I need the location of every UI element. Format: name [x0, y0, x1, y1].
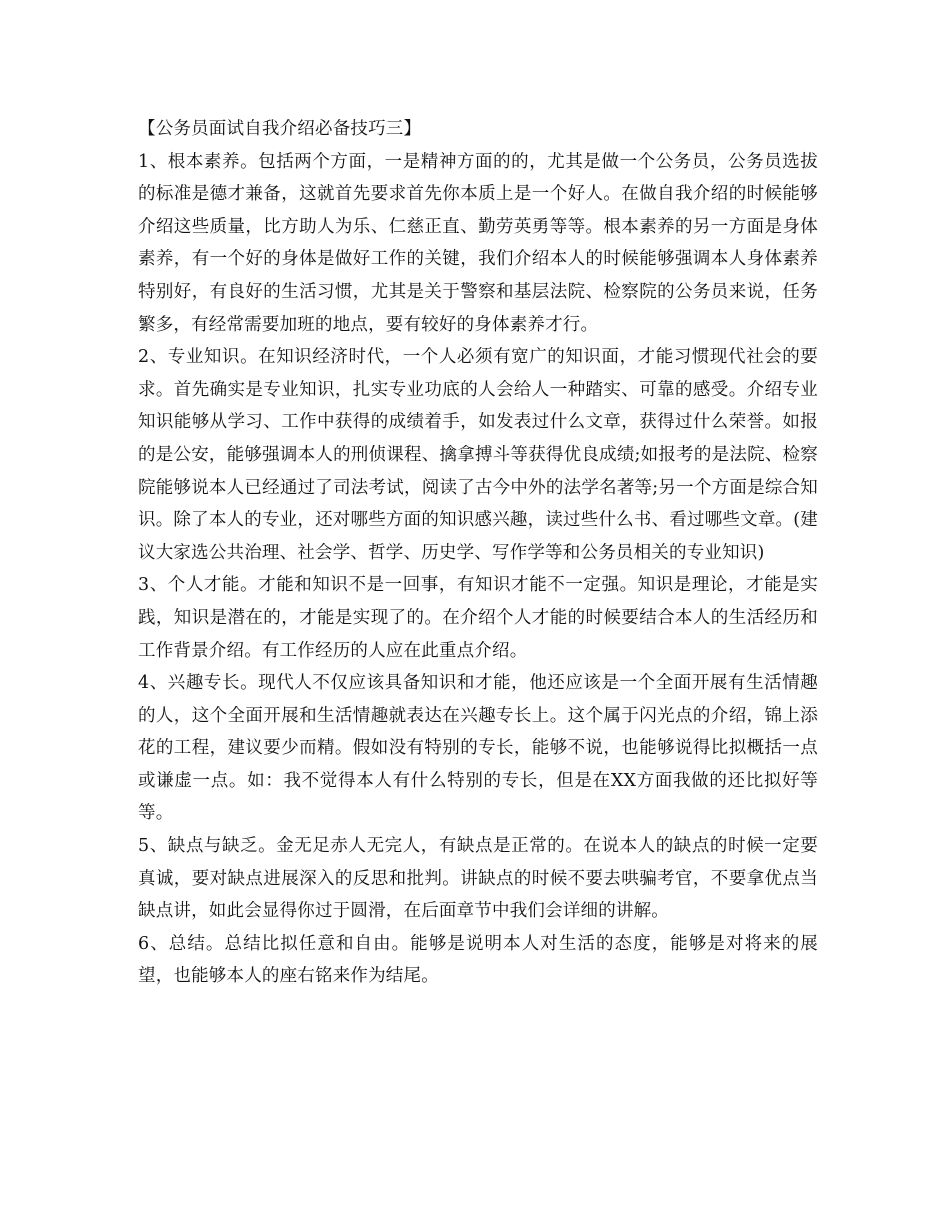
paragraph-summary: 6、总结。总结比拟任意和自由。能够是说明本人对生活的态度，能够是对将来的展望，也能够本人的座右铭来作为结尾。 [138, 933, 818, 987]
document-body [138, 113, 818, 993]
paragraph-shortcomings: 5、缺点与缺乏。金无足赤人无完人，有缺点是正常的。在说本人的缺点的时候一定要真诚，要对缺点进展深入的反思和批判。讲缺点的时候不要去哄骗考官，不要拿优点当缺点讲，如此会显得你过于圆滑，在后面章节中我们会详细的讲解。 [138, 836, 818, 922]
paragraph-interests-specialties: 4、兴趣专长。现代人不仅应该具备知识和才能，他还应该是一个全面开展有生活情趣的人，这个全面开展和生活情趣就表达在兴趣专长上。这个属于闪光点的介绍，锦上添花的工程，建议要少而精。假如没有特别的专长，能够不说，也能够说得比拟概括一点或谦虚一点。如：我不觉得本人有什么特别的专长，但是在XX方面我做的还比拟好等等。 [138, 673, 818, 824]
paragraph-basic-quality: 1、根本素养。包括两个方面，一是精神方面的的，尤其是做一个公务员，公务员选拔的标准是德才兼备，这就首先要求首先你本质上是一个好人。在做自我介绍的时候能够介绍这些质量，比方助人为乐、仁慈正直、勤劳英勇等等。根本素养的另一方面是身体素养，有一个好的身体是做好工作的关键，我们介绍本人的时候能够强调本人身体素养特别好，有良好的生活习惯，尤其是关于警察和基层法院、检察院的公务员来说，任务繁多，有经常需要加班的地点，要有较好的身体素养才行。 [138, 151, 818, 335]
document-title: 【公务员面试自我介绍必备技巧三】 [138, 119, 422, 139]
paragraph-personal-ability: 3、个人才能。才能和知识不是一回事，有知识才能不一定强。知识是理论，才能是实践，知识是潜在的，才能是实现了的。在介绍个人才能的时候要结合本人的生活经历和工作背景介绍。有工作经历的人应在此重点介绍。 [138, 575, 818, 661]
paragraph-professional-knowledge: 2、专业知识。在知识经济时代，一个人必须有宽广的知识面，才能习惯现代社会的要求。首先确实是专业知识，扎实专业功底的人会给人一种踏实、可靠的感受。介绍专业知识能够从学习、工作中获得的成绩着手，如发表过什么文章，获得过什么荣誉。如报的是公安，能够强调本人的刑侦课程、擒拿搏斗等获得优良成绩;如报考的是法院、检察院能够说本人已经通过了司法考试，阅读了古今中外的法学名著等;另一个方面是综合知识。除了本人的专业，还对哪些方面的知识感兴趣，读过些什么书、看过哪些文章。(建议大家选公共治理、社会学、哲学、历史学、写作学等和公务员相关的专业知识) [138, 347, 818, 563]
